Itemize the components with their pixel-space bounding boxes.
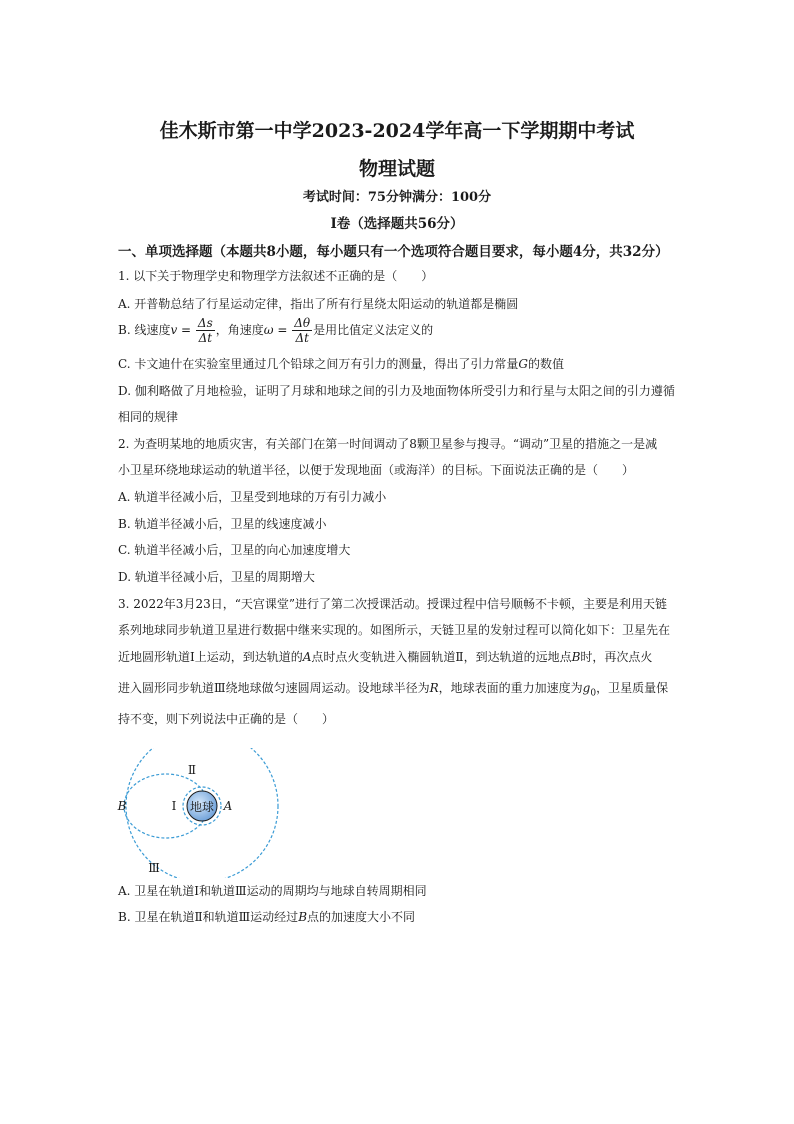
q1-option-b — [118, 316, 433, 345]
q1-b-fraction-1 — [196, 316, 215, 345]
orbit-3-label: Ⅲ — [148, 861, 160, 875]
q3-stem-line3 — [118, 649, 652, 665]
q3-stem-line2: 系列地球同步轨道卫星进行数据中继来实现的。如图所示，天链卫星的发射过程可以简化如下：卫星先在 — [118, 623, 671, 637]
q3-b-prefix: B. 卫星在轨道Ⅱ和轨道Ⅲ运动经过 — [118, 910, 299, 924]
q3-s3a: 近地圆形轨道Ⅰ上运动，到达轨道的 — [118, 650, 303, 664]
q3-s3-a: A — [302, 650, 312, 664]
q3-option-a: A. 卫星在轨道Ⅰ和轨道Ⅲ运动的周期均与地球自转周期相同 — [118, 884, 427, 898]
q2-option-c: C. 轨道半径减小后，卫星的向心加速度增大 — [118, 543, 351, 557]
section-heading: 一、单项选择题（本题共8小题，每小题只有一个选项符合题目要求，每小题4分，共32分） — [118, 244, 669, 260]
q3-stem-line1: 3. 2022年3月23日，“天宫课堂”进行了第二次授课活动。授课过程中信号顺畅不卡顿，主要是利用天链 — [118, 597, 667, 611]
volume-heading: Ⅰ卷（选择题共56分） — [330, 216, 464, 232]
q1-b-den1: Δt — [198, 331, 213, 345]
q3-s3c: 时，再次点火 — [580, 650, 653, 664]
q1-c-g: G — [518, 357, 528, 371]
q3-s3-b: B — [571, 650, 581, 664]
earth-label: 地球 — [189, 800, 215, 814]
q1-b-eq: = — [177, 323, 195, 337]
q3-s4a: 进入圆形同步轨道Ⅲ绕地球做匀速圆周运动。设地球半径为 — [118, 681, 430, 695]
q3-s3b: 点时点火变轨进入椭圆轨道Ⅱ，到达轨道的远地点 — [311, 650, 572, 664]
q1-b-num2: Δθ — [294, 316, 311, 330]
q3-stem-line4 — [118, 680, 668, 701]
q2-option-d: D. 轨道半径减小后，卫星的周期增大 — [118, 570, 315, 584]
q1-c-suffix: 的数值 — [527, 357, 564, 371]
q1-option-d-line1: D. 伽利略做了月地检验，证明了月球和地球之间的引力及地面物体所受引力和行星与太阳之间的引力遵循 — [118, 384, 675, 398]
q3-stem-line5: 持不变，则下列说法中正确的是（ ） — [118, 712, 335, 726]
q1-b-v: v — [170, 323, 178, 337]
q2-option-b: B. 轨道半径减小后，卫星的线速度减小 — [118, 517, 327, 531]
orbit-diagram — [110, 748, 290, 878]
q3-s4-g: g — [582, 681, 591, 695]
q1-b-suffix: 是用比值定义法定义的 — [313, 323, 434, 337]
q1-option-d-line2: 相同的规律 — [118, 410, 179, 424]
q1-option-c — [118, 356, 564, 372]
point-a-label: A — [223, 799, 233, 813]
q2-stem-line1: 2. 为查明某地的地质灾害，有关部门在第一时间调动了8颗卫星参与搜寻。“调动”卫星的措施之一是减 — [118, 437, 658, 451]
exam-subject: 物理试题 — [358, 158, 435, 180]
q3-option-b — [118, 909, 415, 925]
q3-b-b: B — [298, 910, 308, 924]
q2-stem-line2: 小卫星环绕地球运动的轨道半径，以便于发现地面（或海洋）的目标。下面说法正确的是（ ） — [118, 463, 635, 477]
q1-b-w: ω — [263, 323, 274, 337]
q3-s4b: ，地球表面的重力加速度为 — [438, 681, 583, 695]
q3-b-suffix: 点的加速度大小不同 — [307, 910, 416, 924]
exam-info: 考试时间：75分钟满分：100分 — [302, 190, 492, 205]
q1-b-num1: Δs — [197, 316, 213, 330]
q1-b-den2: Δt — [295, 331, 309, 345]
q3-s4c: ，卫星质量保 — [596, 681, 669, 695]
point-b-label: B — [117, 799, 127, 813]
q3-s4-r: R — [429, 681, 439, 695]
q1-stem: 1. 以下关于物理学史和物理学方法叙述不正确的是（ ） — [118, 269, 434, 283]
q1-b-fraction-2 — [292, 316, 312, 345]
q3-s4-sub: 0 — [590, 688, 597, 699]
orbit-1-label: Ⅰ — [171, 799, 177, 813]
q1-b-eq2: = — [273, 323, 292, 337]
q1-b-mid: ，角速度 — [215, 323, 264, 337]
q1-b-prefix: B. 线速度 — [118, 323, 171, 337]
q1-c-prefix: C. 卡文迪什在实验室里通过几个铅球之间万有引力的测量，得出了引力常量 — [118, 357, 519, 371]
q2-option-a: A. 轨道半径减小后，卫星受到地球的万有引力减小 — [118, 490, 387, 504]
exam-title: 佳木斯市第一中学2023-2024学年高一下学期期中考试 — [159, 120, 635, 142]
orbit-2-label: Ⅱ — [187, 763, 197, 777]
q1-option-a: A. 开普勒总结了行星运动定律，指出了所有行星绕太阳运动的轨道都是椭圆 — [118, 297, 519, 311]
